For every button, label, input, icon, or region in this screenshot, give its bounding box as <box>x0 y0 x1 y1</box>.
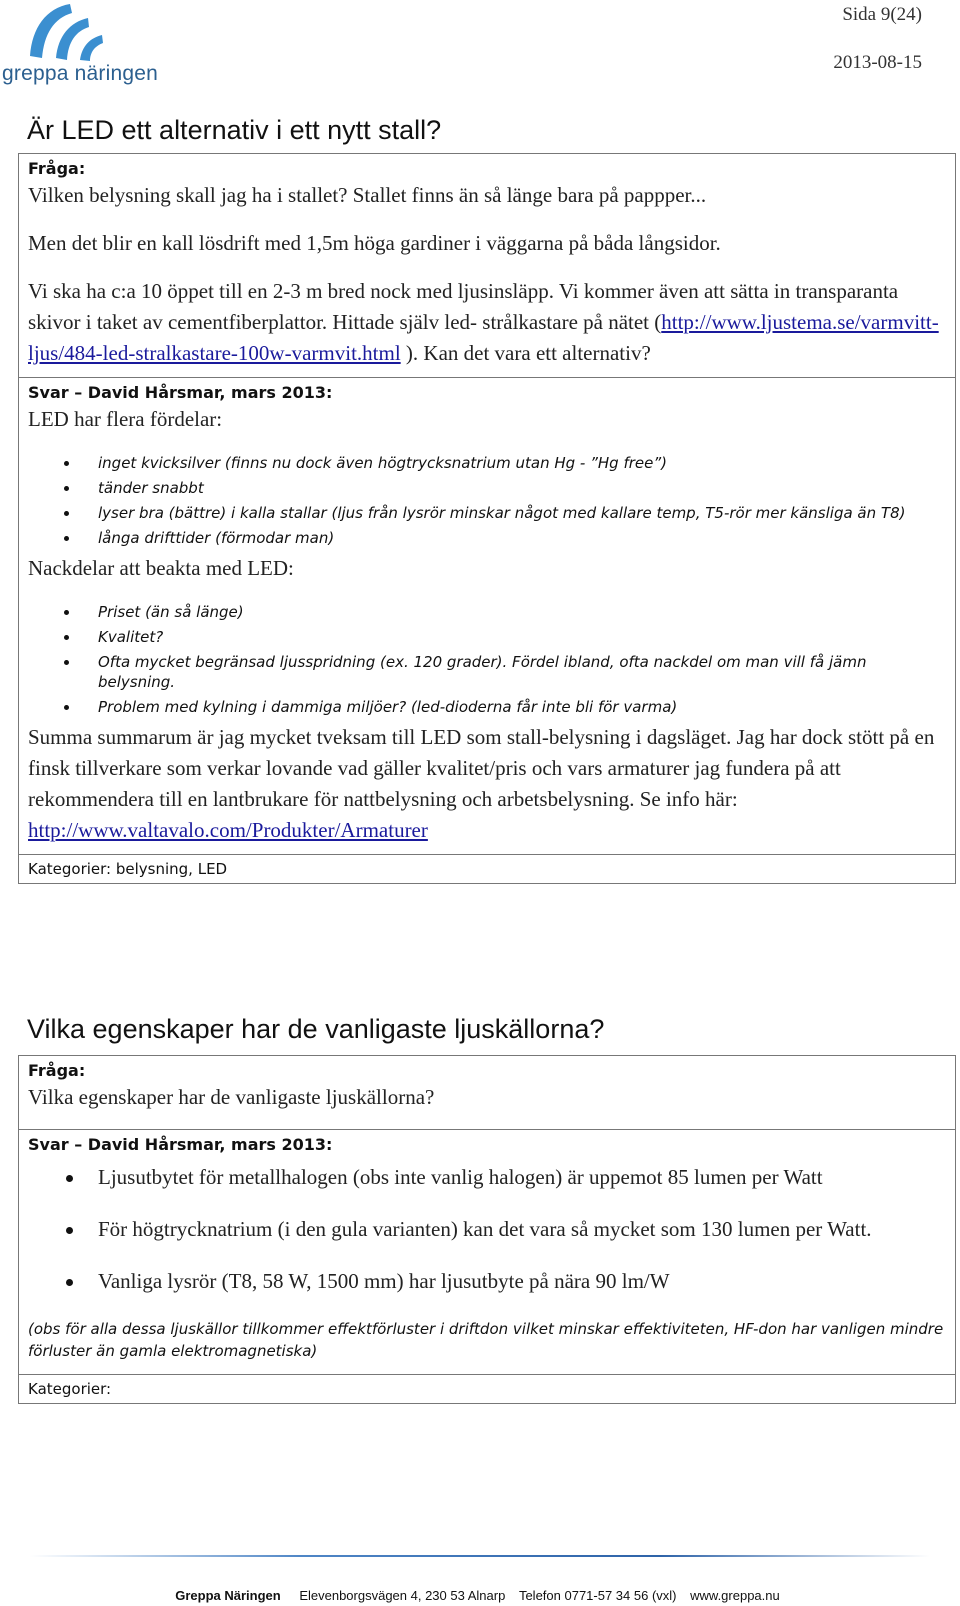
page-date: 2013-08-15 <box>833 52 922 73</box>
list-item: Ofta mycket begränsad ljusspridning (ex. 120 grader). Fördel ibland, ofta nackdel om man vill få jämn belysning. <box>28 652 946 692</box>
footer-web[interactable]: www.greppa.nu <box>690 1588 780 1603</box>
q2-title: Vilka egenskaper har de vanligaste ljuskällorna? <box>27 1014 605 1044</box>
q1-categories: Kategorier: belysning, LED <box>28 860 228 878</box>
q2-question-label: Fråga: <box>28 1061 86 1080</box>
q1-question-p2: Men det blir en kall lösdrift med 1,5m höga gardiner i väggarna på båda långsidor. <box>28 231 721 255</box>
q2-box <box>18 1055 956 1404</box>
q1-summary-text: Summa summarum är jag mycket tveksam till LED som stall-belysning i dagsläget. Jag har dock stött på en finsk tillverkare som verkar lovande vad gäller kvalitet/pris och vars armaturer jag fundera på att rekommendera till en lantbrukare för nattbelysning och arbetsbelysning. Se info här: <box>28 725 935 811</box>
list-item: För högtrycknatrium (i den gula varianten) kan det vara så mycket som 130 lumen per Watt. <box>28 1214 946 1245</box>
disadvantages-intro: Nackdelar att beakta med LED: <box>28 556 294 580</box>
footer-divider <box>30 1555 930 1557</box>
q2-categories: Kategorier: <box>28 1380 112 1398</box>
q1-answer-label: Svar – David Hårsmar, mars 2013: <box>28 383 333 402</box>
q2-question-section <box>19 1056 955 1130</box>
logo-text: greppa näringen <box>2 62 158 85</box>
valtavalo-link[interactable]: http://www.valtavalo.com/Produkter/Armaturer <box>28 818 428 842</box>
advantages-list <box>28 453 946 548</box>
q1-question-p3-text: Vi ska ha c:a 10 öppet till en 2-3 m bred nock med ljusinsläpp. Vi kommer även att sätta in transparanta skivor i taket av cementfiberplattor. Hittade själv led- strålkastare på nätet ( <box>28 279 899 334</box>
page-number: Sida 9(24) <box>842 4 922 25</box>
list-item: Problem med kylning i dammiga miljöer? (led-dioderna får inte bli för varma) <box>28 697 946 717</box>
q1-title: Är LED ett alternativ i ett nytt stall? <box>27 115 442 145</box>
q1-question-p3 <box>28 276 946 369</box>
ljustema-link[interactable]: http://www.ljustema.se/varmvitt-ljus/484-led-stralkastare-100w-varmvit.html <box>28 310 939 365</box>
q1-categories-section <box>19 855 955 883</box>
q2-question-text: Vilka egenskaper har de vanligaste ljuskällorna? <box>28 1085 435 1109</box>
list-item: Vanliga lysrör (T8, 58 W, 1500 mm) har ljusutbyte på nära 90 lm/W <box>28 1266 946 1297</box>
list-item: inget kvicksilver (finns nu dock även högtrycksnatrium utan Hg - ”Hg free”) <box>28 453 946 473</box>
q1-answer-section <box>19 378 955 855</box>
advantages-intro: LED har flera fördelar: <box>28 407 223 431</box>
footer-address: Elevenborgsvägen 4, 230 53 Alnarp <box>299 1588 506 1603</box>
q2-note: (obs för alla dessa ljuskällor tillkommer effektförluster i driftdon vilket minskar effektiviteten, HF-don har vanligen mindre förluster än gamla elektromagnetiska) <box>28 1320 944 1360</box>
footer-org: Greppa Näringen <box>175 1588 281 1603</box>
list-item: tänder snabbt <box>28 478 946 498</box>
logo-mark-icon <box>22 0 112 62</box>
q2-categories-section <box>19 1375 955 1403</box>
q1-question-section <box>19 154 955 378</box>
brand-logo <box>0 0 170 92</box>
list-item: Ljusutbytet för metallhalogen (obs inte vanlig halogen) är uppemot 85 lumen per Watt <box>28 1162 946 1193</box>
list-item: lyser bra (bättre) i kalla stallar (ljus från lysrör minskar något med kallare temp, T5-rör mer känsliga än T8) <box>28 503 946 523</box>
light-sources-list <box>28 1162 946 1297</box>
q1-question-p3-end: ). Kan det vara ett alternativ? <box>400 341 651 365</box>
list-item: långa drifttider (förmodar man) <box>28 528 946 548</box>
q1-box <box>18 153 956 884</box>
q2-answer-section <box>19 1130 955 1375</box>
q2-answer-label: Svar – David Hårsmar, mars 2013: <box>28 1135 333 1154</box>
q1-summary <box>28 722 946 846</box>
q1-question-label: Fråga: <box>28 159 86 178</box>
footer <box>0 1588 960 1603</box>
disadvantages-list <box>28 602 946 717</box>
list-item: Kvalitet? <box>28 627 946 647</box>
list-item: Priset (än så länge) <box>28 602 946 622</box>
q1-question-p1: Vilken belysning skall jag ha i stallet? Stallet finns än så länge bara på pappper... <box>28 183 707 207</box>
footer-phone: Telefon 0771-57 34 56 (vxl) <box>518 1588 677 1603</box>
